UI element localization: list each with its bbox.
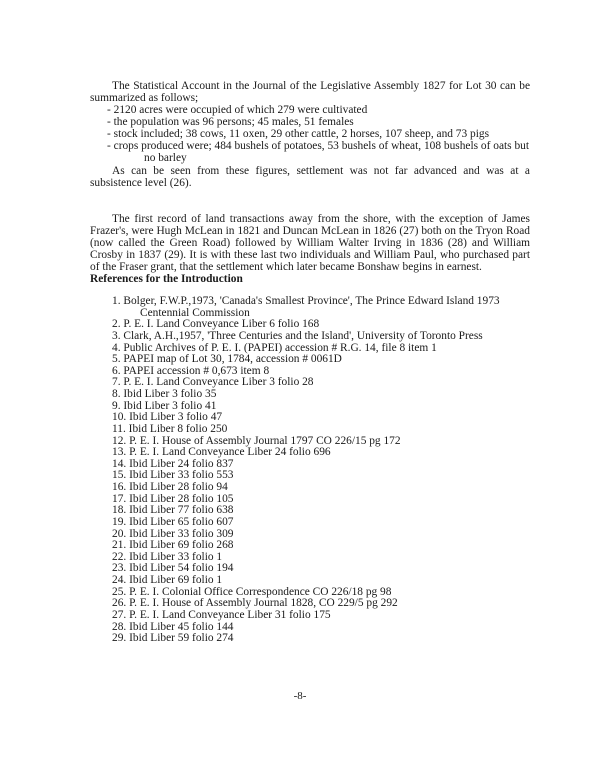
statistical-account-paragraph [90, 80, 530, 104]
reference-item: 24. Ibid Liber 69 folio 1 [112, 574, 223, 586]
references-heading: References for the Introduction [90, 273, 243, 285]
reference-item: 21. Ibid Liber 69 folio 268 [112, 539, 234, 552]
paragraph-text: The first record of land transactions away from the shore, with the exception of James Frazer's, were Hugh McLean in 1821 and Duncan McLean in 1826 (27) both on the Tryon Road (now called the Green Road) followed by William Walter Irving in 1836 (28) and William Crosby in 1837 (29). It is with these last two individuals and William Paul, who purchased part of the Fraser grant, that the settlement which later became Bonshaw begins in earnest. [90, 213, 530, 274]
reference-item: 1. Bolger, F.W.P.,1973, 'Canada's Smallest Province', The Prince Edward Island 1973 Centennial Commission [112, 295, 500, 319]
reference-item: 9. Ibid Liber 3 folio 41 [112, 399, 217, 412]
reference-item: 15. Ibid Liber 33 folio 553 [112, 469, 234, 482]
reference-item: 10. Ibid Liber 3 folio 47 [112, 411, 223, 424]
reference-item: 25. P. E. I. Colonial Office Correspondence CO 226/18 pg 98 [112, 585, 392, 598]
reference-item: 5. PAPEI map of Lot 30, 1784, accession # 0061D [112, 353, 342, 366]
reference-item: 27. P. E. I. Land Conveyance Liber 31 folio 175 [112, 608, 331, 621]
reference-item: 14. Ibid Liber 24 folio 837 [112, 457, 234, 470]
reference-item: 13. P. E. I. Land Conveyance Liber 24 folio 696 [112, 446, 331, 459]
reference-item: 7. P. E. I. Land Conveyance Liber 3 folio 28 [112, 376, 314, 389]
paragraph-text: The Statistical Account in the Journal of the Legislative Assembly 1827 for Lot 30 can be summarized as follows; [90, 80, 530, 105]
land-transactions-paragraph [90, 213, 530, 273]
reference-item: 22. Ibid Liber 33 folio 1 [112, 550, 223, 563]
reference-item: 6. PAPEI accession # 0,673 item 8 [112, 364, 270, 377]
reference-item: 28. Ibid Liber 45 folio 144 [112, 620, 234, 633]
reference-item: 12. P. E. I. House of Assembly Journal 1797 CO 226/15 pg 172 [112, 434, 401, 447]
reference-item: 23. Ibid Liber 54 folio 194 [112, 562, 234, 575]
references-list [112, 296, 532, 645]
statistics-item: - 2120 acres were occupied of which 279 were cultivated [107, 104, 368, 116]
reference-item: 26. P. E. I. House of Assembly Journal 1828, CO 229/5 pg 292 [112, 597, 398, 610]
page-number: -8- [293, 690, 307, 702]
statistics-item: - crops produced were; 484 bushels of potatoes, 53 bushels of wheat, 108 bushels of oats but no barley [107, 140, 530, 165]
reference-item: 3. Clark, A.H.,1957, 'Three Centuries and the Island', University of Toronto Press [112, 329, 483, 342]
statistics-item: - stock included; 38 cows, 11 oxen, 29 other cattle, 2 horses, 107 sheep, and 73 pigs [107, 128, 490, 141]
reference-item: 17. Ibid Liber 28 folio 105 [112, 492, 234, 505]
statistics-item: - the population was 96 persons; 45 males, 51 females [107, 116, 354, 129]
reference-item: 19. Ibid Liber 65 folio 607 [112, 515, 234, 528]
reference-item: 16. Ibid Liber 28 folio 94 [112, 481, 228, 493]
reference-item: 18. Ibid Liber 77 folio 638 [112, 504, 234, 517]
reference-item: 8. Ibid Liber 3 folio 35 [112, 388, 217, 400]
reference-item: 29. Ibid Liber 59 folio 274 [112, 632, 234, 645]
reference-item: 20. Ibid Liber 33 folio 309 [112, 527, 234, 540]
reference-item: 2. P. E. I. Land Conveyance Liber 6 folio 168 [112, 318, 320, 331]
statistics-list [107, 104, 532, 164]
reference-item: 11. Ibid Liber 8 folio 250 [112, 422, 228, 435]
paragraph-text: As can be seen from these figures, settlement was not far advanced and was at a subsistence level (26). [90, 165, 530, 190]
reference-item: 4. Public Archives of P. E. I. (PAPEI) accession # R.G. 14, file 8 item 1 [112, 341, 437, 354]
conclusion-paragraph [90, 165, 530, 189]
